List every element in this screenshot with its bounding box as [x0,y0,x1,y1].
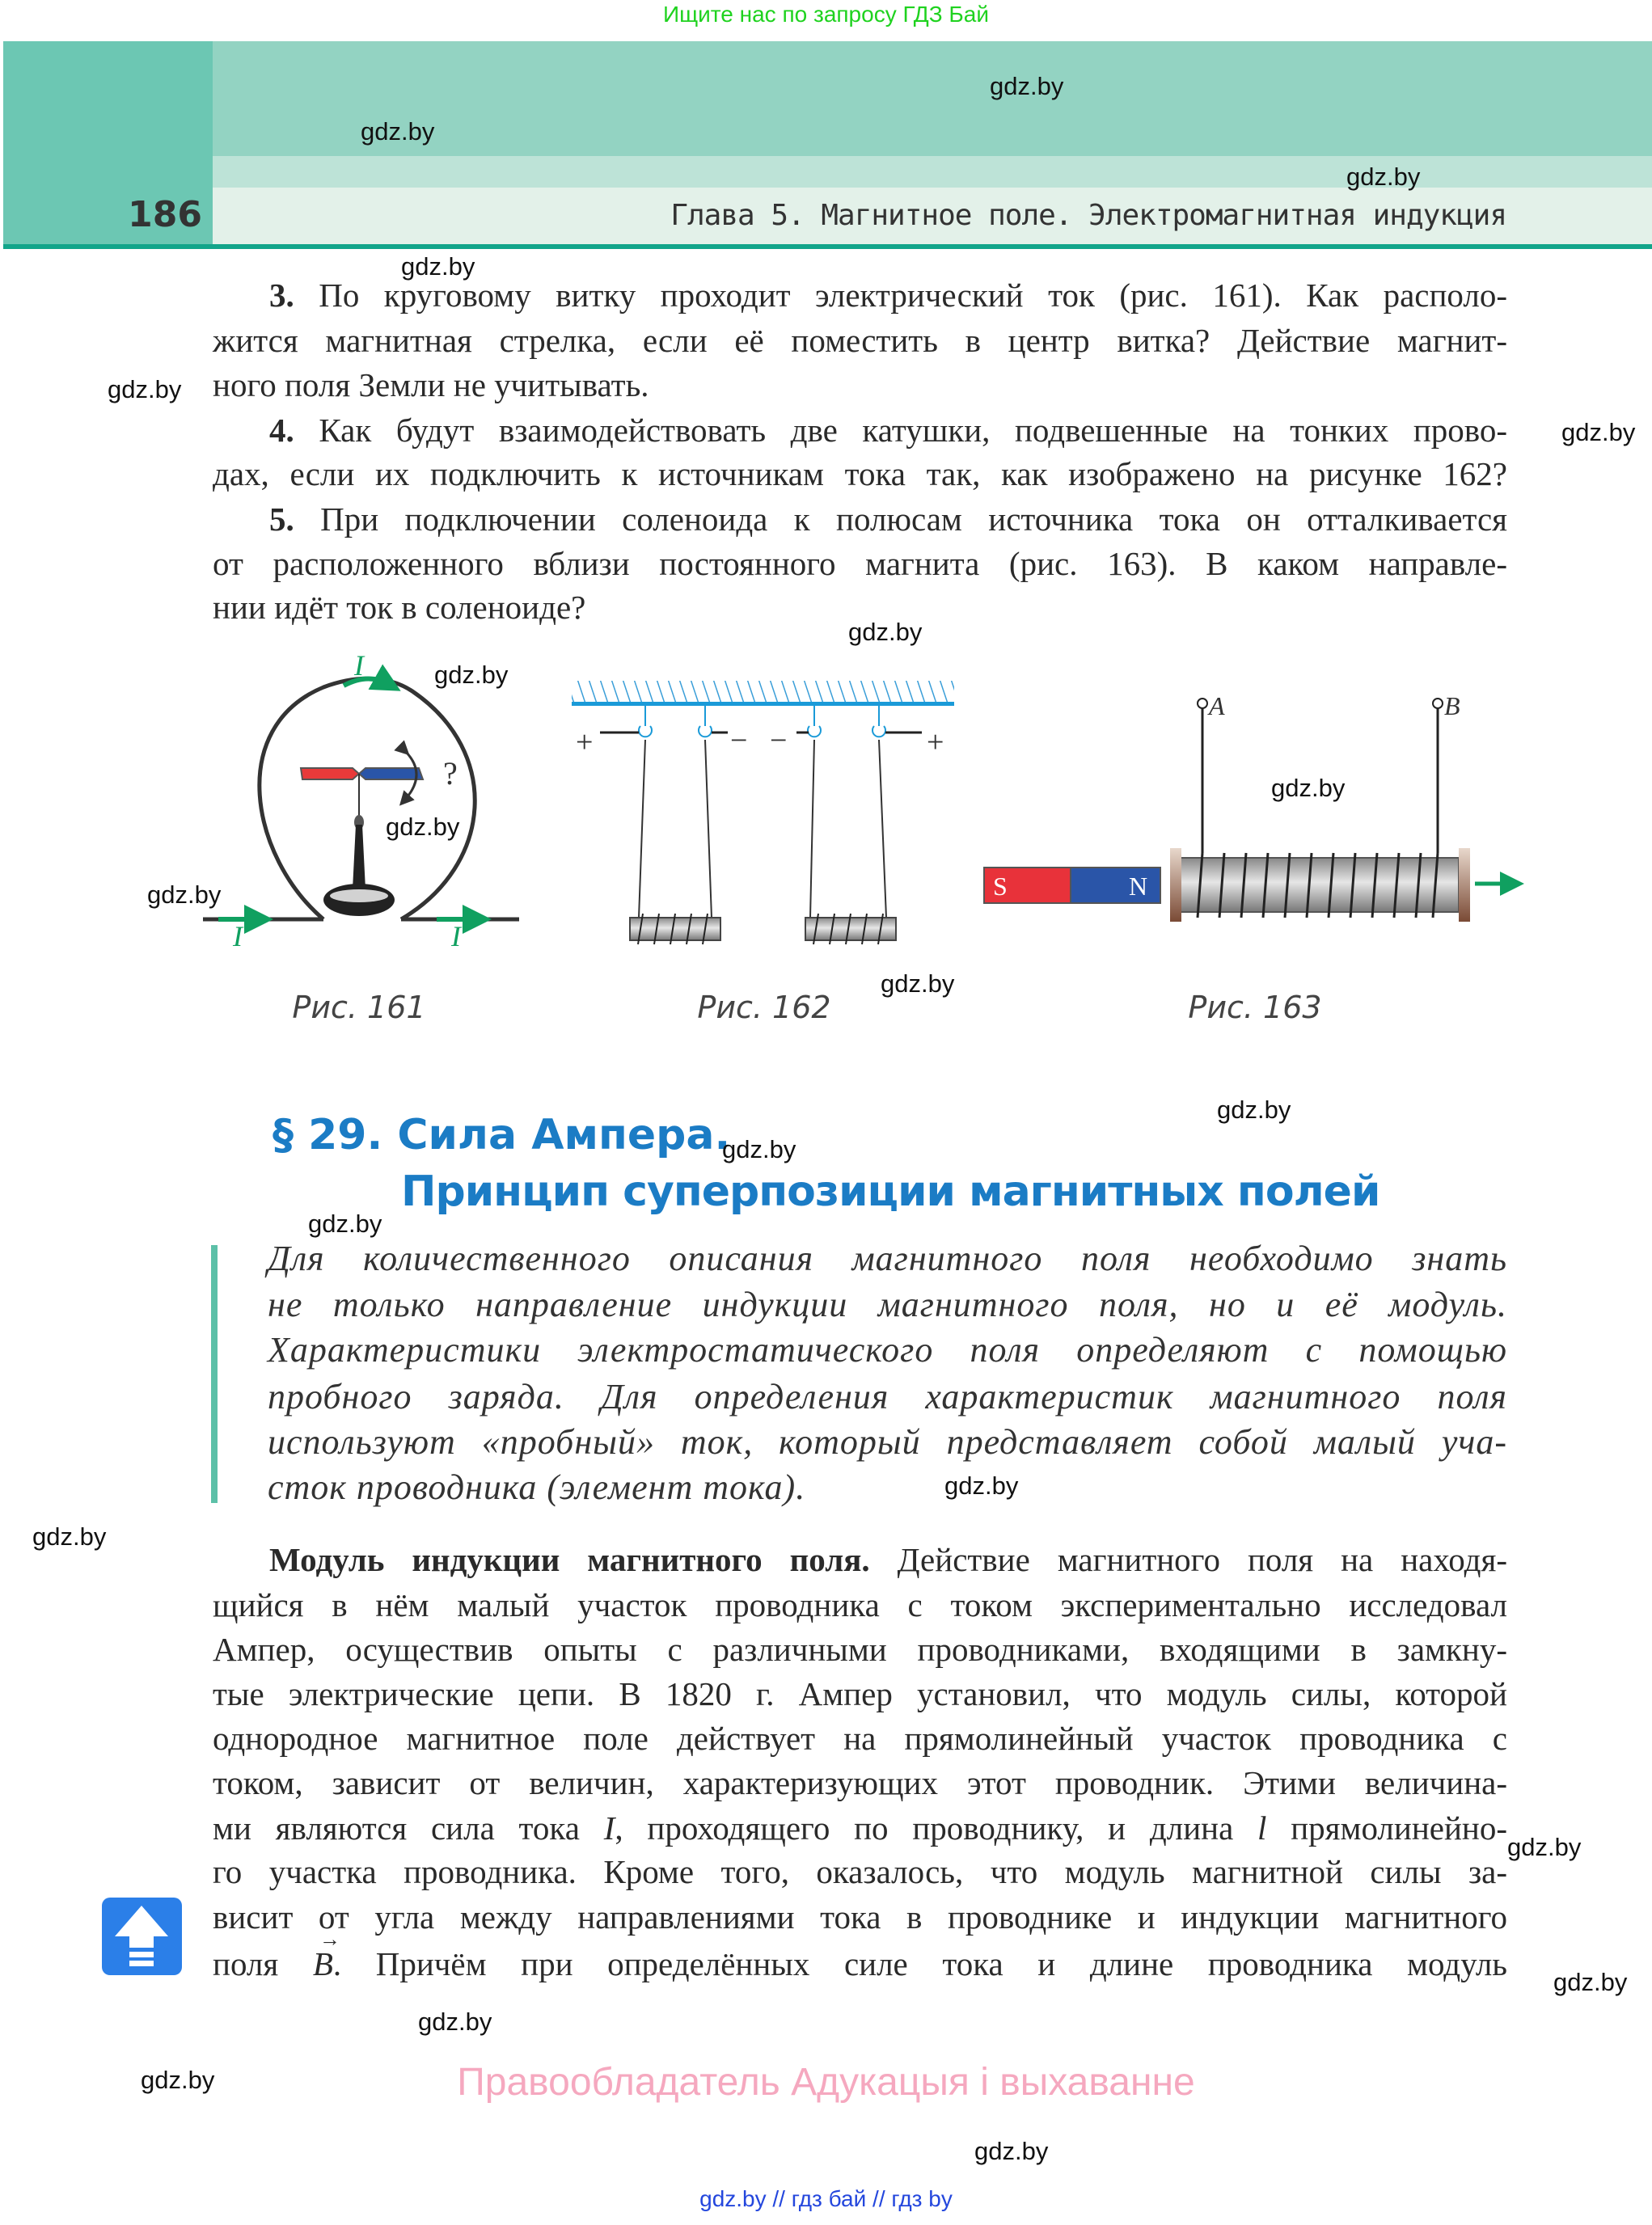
watermark: gdz.by [1507,1833,1582,1861]
question-number: 3. [269,277,294,314]
watermark: gdz.by [974,2137,1049,2165]
search-banner[interactable]: Ищите нас по запросу ГДЗ Бай [662,2,990,27]
question-3-line: жится магнитная стрелка, если её поместить в центр витка? Действие магнит- [213,322,1507,359]
minus-sign: − [730,724,748,758]
section-subtitle: Принцип суперпозиции магнитных полей [401,1167,1380,1216]
figure-163-solenoid-magnet [984,691,1512,922]
body-line: тые электрические цепи. В 1820 г. Ампер установил, что модуль силы, которой [213,1675,1507,1712]
watermark: gdz.by [418,2008,492,2036]
scroll-to-top-button[interactable] [102,1898,182,1975]
intro-line: Для количественного описания магнитного поля необходимо знать [268,1239,1507,1278]
question-text: По круговому витку проходит электрический ток (рис. 161). Как располо- [319,277,1507,314]
induction-vector-symbol: → B [313,1941,333,1986]
figure-161-circular-loop [203,649,519,952]
body-text: . Причём при определённых силе тока и длине проводника модуль [332,1945,1507,1982]
watermark: gdz.by [141,2066,215,2094]
length-symbol: l [1257,1809,1267,1847]
intro-line: Характеристики электростатического поля определяют с помощью [268,1330,1507,1370]
current-label: I [451,920,461,952]
watermark: gdz.by [944,1471,1019,1500]
body-text: поля [213,1945,313,1982]
current-label: I [354,649,364,682]
watermark: gdz.by [1346,163,1421,191]
watermark: gdz.by [1271,774,1346,802]
question-5-line [269,496,1507,542]
watermark: gdz.by [722,1135,796,1163]
copyright-notice: Правообладатель Адукацыя і выхаванне [457,2061,1195,2104]
figure-163-caption: Рис. 163 [1188,990,1322,1025]
question-5-line: нии идёт ток в соленоиде? [213,589,586,626]
body-line: го участка проводника. Кроме того, оказалось, что модуль магнитной силы за- [213,1853,1507,1890]
question-4-line: дах, если их подключить к источникам тока так, как изображено на рисунке 162? [213,455,1507,492]
body-line: однородное магнитное поле действует на прямолинейный участок проводника с [213,1720,1507,1757]
watermark: gdz.by [1553,1968,1628,1996]
body-text: прямолинейно- [1266,1809,1508,1847]
body-lead: Модуль индукции магнитного поля. [269,1541,870,1578]
intro-line: пробного заряда. Для определения характеристик магнитного поля [268,1377,1507,1416]
current-label: I [233,920,243,952]
body-text: , проходящего по проводнику, и длина [615,1809,1258,1847]
header-band-middle [213,156,1652,188]
pole-n-label: N [1129,872,1148,901]
watermark: gdz.by [147,880,222,909]
figure-161-caption: Рис. 161 [292,990,426,1025]
plus-sign: + [576,725,594,759]
body-line: током, зависит от величин, характеризующих этот проводник. Этими величина- [213,1764,1507,1801]
watermark: gdz.by [1217,1096,1291,1124]
terminal-a-label: A [1209,691,1225,720]
intro-line: не только направление индукции магнитного поля, но и её модуль. [268,1285,1507,1324]
watermark: gdz.by [308,1210,382,1238]
terminal-b-label: B [1444,691,1460,720]
footer-links[interactable]: gdz.by // гдз бай // гдз by [699,2186,953,2211]
figure-162-caption: Рис. 162 [697,990,831,1025]
question-4-line [269,407,1507,453]
intro-line: используют «пробный» ток, который представляет собой малый уча- [268,1422,1507,1462]
question-number: 5. [269,500,294,538]
watermark: gdz.by [848,618,923,646]
watermark: gdz.by [434,661,509,689]
current-symbol: I [603,1809,615,1847]
question-number: 4. [269,412,294,449]
question-mark-label: ? [443,755,458,792]
watermark: gdz.by [401,252,475,281]
section-title: § 29. Сила Ампера. [273,1111,731,1159]
figure-162-hanging-coils [572,681,954,944]
watermark: gdz.by [108,375,182,403]
watermark: gdz.by [361,117,435,146]
plus-sign: + [927,725,944,759]
body-line [213,1805,1507,1851]
intro-accent-bar [211,1245,218,1503]
body-text: ми являются сила тока [213,1809,604,1847]
intro-line: сток проводника (элемент тока). [268,1467,806,1507]
body-text: Действие магнитного поля на находя- [869,1541,1507,1578]
question-text: Как будут взаимодействовать две катушки, подвешенные на тонких прово- [319,412,1508,449]
question-3-line: ного поля Земли не учитывать. [213,366,649,403]
page-number: 186 [128,194,202,235]
question-text: При подключении соленоида к полюсам источника тока он отталкивается [320,500,1507,538]
body-line: Ампер, осуществив опыты с различными проводниками, входящими в замкну- [213,1631,1507,1668]
watermark: gdz.by [32,1522,107,1551]
figures [0,631,1652,970]
header-divider [3,244,1652,249]
question-5-line: от расположенного вблизи постоянного магнита (рис. 163). В каком направле- [213,545,1507,582]
watermark: gdz.by [881,969,955,998]
minus-sign: − [770,724,788,758]
pole-s-label: S [993,872,1008,901]
arrow-up-icon [102,1898,182,1975]
body-line [269,1537,1507,1582]
chapter-title: Глава 5. Магнитное поле. Электромагнитная индукция [670,199,1506,232]
body-line: висит от угла между направлениями тока в проводнике и индукции магнитного [213,1898,1507,1936]
watermark: gdz.by [1561,418,1636,446]
body-line [213,1941,1507,1986]
watermark: gdz.by [386,813,460,841]
watermark: gdz.by [990,72,1064,100]
body-line: щийся в нём малый участок проводника с током экспериментально исследовал [213,1586,1507,1623]
